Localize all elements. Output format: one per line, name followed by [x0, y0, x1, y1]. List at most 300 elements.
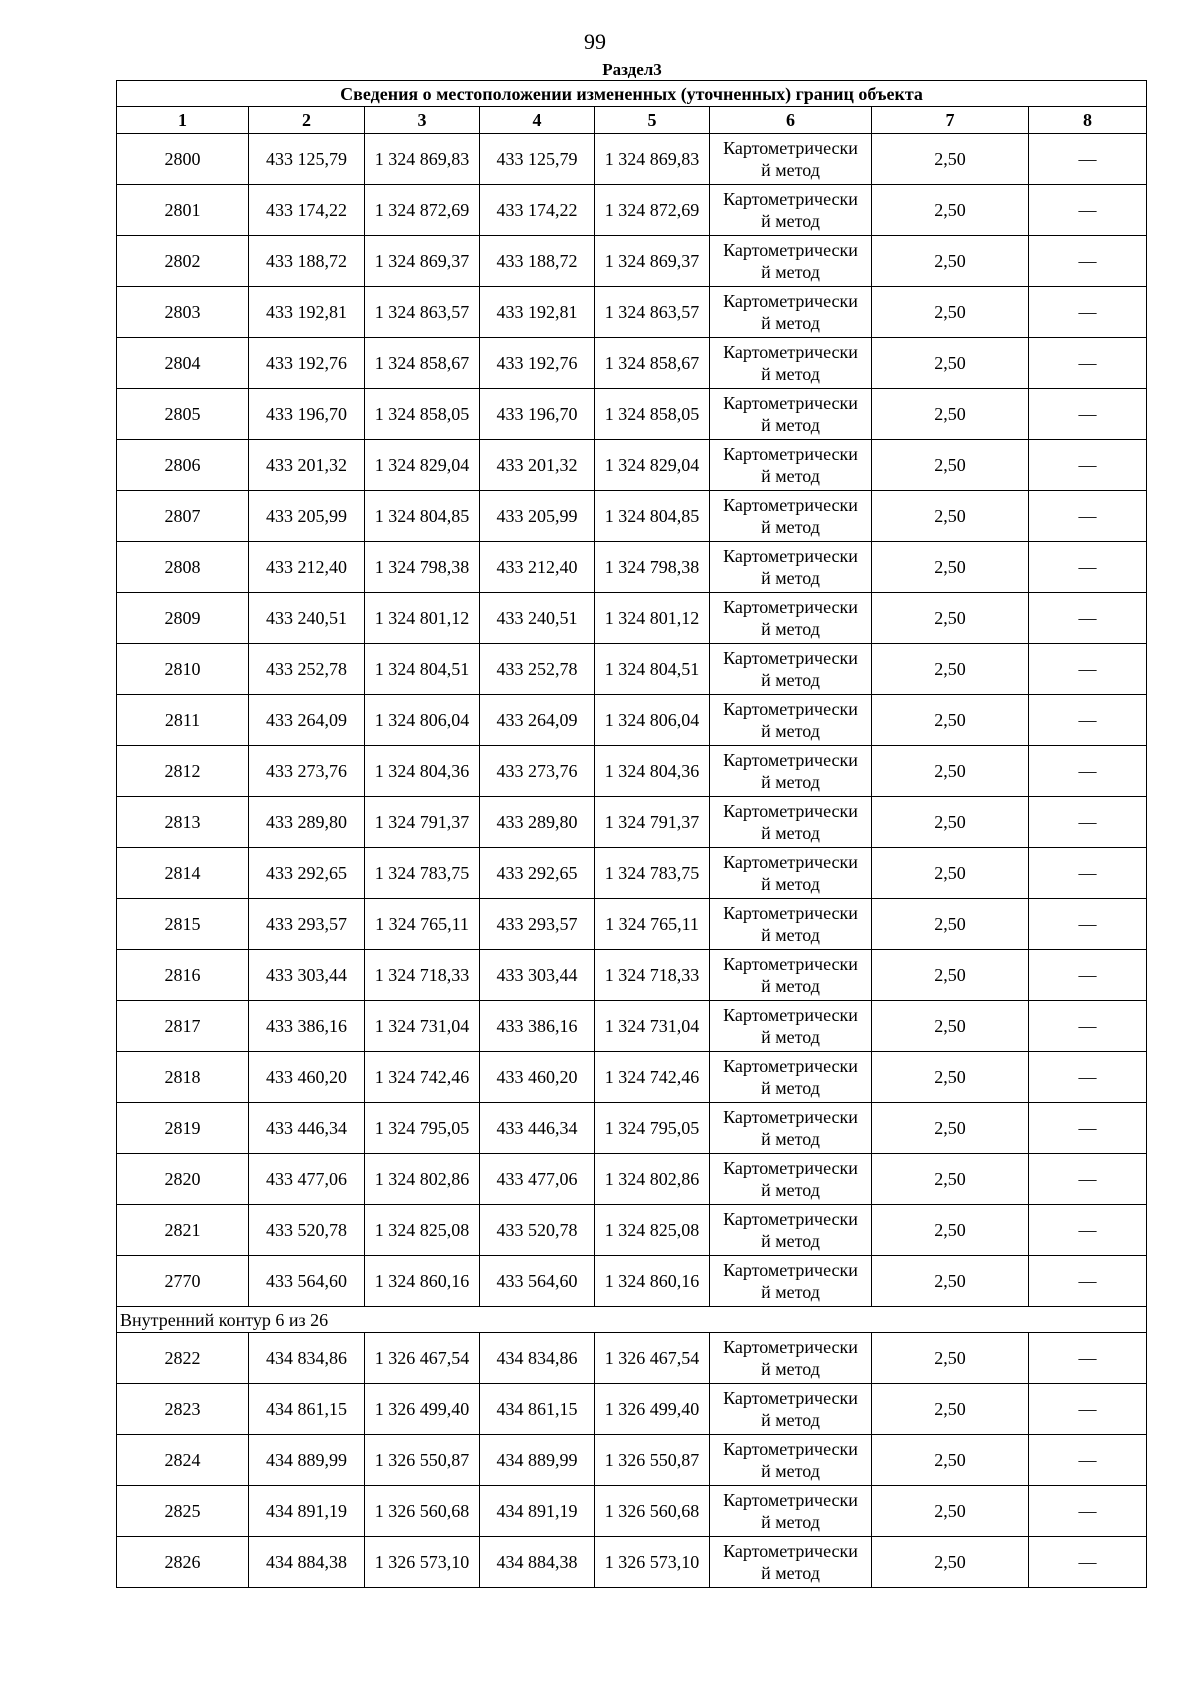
table-row: [117, 1384, 1147, 1435]
note-cell: —: [1029, 1486, 1147, 1537]
point-number-cell: 2825: [117, 1486, 249, 1537]
y-old-cell: 1 324 718,33: [365, 950, 480, 1001]
note-cell: —: [1029, 287, 1147, 338]
x-old-cell: 434 891,19: [249, 1486, 365, 1537]
x-old-cell: 433 192,76: [249, 338, 365, 389]
note-cell: —: [1029, 1256, 1147, 1307]
method-line: Картометрически: [723, 1209, 858, 1229]
method-line: Картометрически: [723, 954, 858, 974]
method-line: Картометрически: [723, 1541, 858, 1561]
note-cell: —: [1029, 644, 1147, 695]
method-cell: [710, 1537, 872, 1588]
method-line: й метод: [761, 1282, 820, 1302]
method-line: й метод: [761, 619, 820, 639]
note-cell: —: [1029, 491, 1147, 542]
table-row: [117, 1205, 1147, 1256]
method-cell: [710, 1052, 872, 1103]
point-number-cell: 2810: [117, 644, 249, 695]
y-old-cell: 1 324 825,08: [365, 1205, 480, 1256]
column-header-row: [117, 107, 1147, 134]
method-cell: [710, 593, 872, 644]
table-row: [117, 644, 1147, 695]
x-new-cell: 433 564,60: [480, 1256, 595, 1307]
note-cell: —: [1029, 1103, 1147, 1154]
column-header: 3: [365, 107, 480, 134]
method-cell: [710, 236, 872, 287]
method-line: Картометрически: [723, 699, 858, 719]
y-old-cell: 1 324 860,16: [365, 1256, 480, 1307]
boundary-table: [116, 80, 1147, 1588]
point-number-cell: 2821: [117, 1205, 249, 1256]
y-old-cell: 1 324 801,12: [365, 593, 480, 644]
method-line: й метод: [761, 874, 820, 894]
x-new-cell: 433 446,34: [480, 1103, 595, 1154]
method-line: Картометрически: [723, 1439, 858, 1459]
y-old-cell: 1 324 791,37: [365, 797, 480, 848]
accuracy-cell: 2,50: [872, 185, 1029, 236]
method-cell: [710, 440, 872, 491]
y-new-cell: 1 324 858,05: [595, 389, 710, 440]
method-line: й метод: [761, 976, 820, 996]
y-new-cell: 1 324 731,04: [595, 1001, 710, 1052]
y-new-cell: 1 326 573,10: [595, 1537, 710, 1588]
x-new-cell: 433 460,20: [480, 1052, 595, 1103]
note-cell: —: [1029, 1001, 1147, 1052]
table-row: [117, 1486, 1147, 1537]
y-old-cell: 1 324 863,57: [365, 287, 480, 338]
method-line: Картометрически: [723, 597, 858, 617]
method-line: й метод: [761, 1359, 820, 1379]
table-row: [117, 542, 1147, 593]
x-old-cell: 433 273,76: [249, 746, 365, 797]
method-line: й метод: [761, 211, 820, 231]
y-old-cell: 1 324 858,67: [365, 338, 480, 389]
y-old-cell: 1 324 804,36: [365, 746, 480, 797]
accuracy-cell: 2,50: [872, 899, 1029, 950]
accuracy-cell: 2,50: [872, 1384, 1029, 1435]
table-row: [117, 338, 1147, 389]
method-cell: [710, 899, 872, 950]
method-line: й метод: [761, 1461, 820, 1481]
method-line: Картометрически: [723, 648, 858, 668]
y-new-cell: 1 324 869,37: [595, 236, 710, 287]
note-cell: —: [1029, 236, 1147, 287]
accuracy-cell: 2,50: [872, 1435, 1029, 1486]
table-row: [117, 950, 1147, 1001]
note-cell: —: [1029, 1435, 1147, 1486]
note-cell: —: [1029, 1537, 1147, 1588]
method-line: й метод: [761, 364, 820, 384]
x-old-cell: 433 446,34: [249, 1103, 365, 1154]
note-cell: —: [1029, 1052, 1147, 1103]
x-new-cell: 434 861,15: [480, 1384, 595, 1435]
column-header: 6: [710, 107, 872, 134]
x-new-cell: 433 196,70: [480, 389, 595, 440]
y-new-cell: 1 324 806,04: [595, 695, 710, 746]
y-old-cell: 1 326 573,10: [365, 1537, 480, 1588]
note-cell: —: [1029, 950, 1147, 1001]
x-old-cell: 433 303,44: [249, 950, 365, 1001]
x-new-cell: 433 174,22: [480, 185, 595, 236]
method-line: й метод: [761, 313, 820, 333]
y-old-cell: 1 324 742,46: [365, 1052, 480, 1103]
accuracy-cell: 2,50: [872, 134, 1029, 185]
point-number-cell: 2808: [117, 542, 249, 593]
y-new-cell: 1 324 795,05: [595, 1103, 710, 1154]
method-cell: [710, 542, 872, 593]
x-new-cell: 433 303,44: [480, 950, 595, 1001]
method-cell: [710, 1384, 872, 1435]
method-line: Картометрически: [723, 495, 858, 515]
x-old-cell: 433 196,70: [249, 389, 365, 440]
table-row: [117, 440, 1147, 491]
x-new-cell: 433 477,06: [480, 1154, 595, 1205]
method-line: й метод: [761, 1512, 820, 1532]
y-old-cell: 1 324 804,51: [365, 644, 480, 695]
method-line: Картометрически: [723, 291, 858, 311]
x-new-cell: 433 205,99: [480, 491, 595, 542]
column-header: 4: [480, 107, 595, 134]
y-new-cell: 1 324 863,57: [595, 287, 710, 338]
x-old-cell: 433 520,78: [249, 1205, 365, 1256]
y-old-cell: 1 324 795,05: [365, 1103, 480, 1154]
table-row: [117, 1333, 1147, 1384]
y-new-cell: 1 324 718,33: [595, 950, 710, 1001]
accuracy-cell: 2,50: [872, 491, 1029, 542]
x-old-cell: 433 386,16: [249, 1001, 365, 1052]
method-cell: [710, 1435, 872, 1486]
method-cell: [710, 185, 872, 236]
x-new-cell: 433 125,79: [480, 134, 595, 185]
y-old-cell: 1 324 806,04: [365, 695, 480, 746]
method-cell: [710, 746, 872, 797]
x-new-cell: 433 273,76: [480, 746, 595, 797]
method-cell: [710, 1333, 872, 1384]
x-old-cell: 433 240,51: [249, 593, 365, 644]
method-line: й метод: [761, 925, 820, 945]
y-old-cell: 1 324 872,69: [365, 185, 480, 236]
x-old-cell: 433 174,22: [249, 185, 365, 236]
method-line: й метод: [761, 823, 820, 843]
table-row: [117, 899, 1147, 950]
method-line: Картометрически: [723, 393, 858, 413]
y-new-cell: 1 324 801,12: [595, 593, 710, 644]
y-new-cell: 1 324 804,36: [595, 746, 710, 797]
accuracy-cell: 2,50: [872, 338, 1029, 389]
method-line: й метод: [761, 262, 820, 282]
note-cell: —: [1029, 134, 1147, 185]
accuracy-cell: 2,50: [872, 1205, 1029, 1256]
point-number-cell: 2800: [117, 134, 249, 185]
method-line: й метод: [761, 568, 820, 588]
method-line: й метод: [761, 160, 820, 180]
x-old-cell: 433 289,80: [249, 797, 365, 848]
table-row: [117, 1435, 1147, 1486]
method-line: й метод: [761, 466, 820, 486]
y-old-cell: 1 326 560,68: [365, 1486, 480, 1537]
table-row: [117, 1103, 1147, 1154]
x-new-cell: 434 834,86: [480, 1333, 595, 1384]
note-cell: —: [1029, 1384, 1147, 1435]
x-new-cell: 433 240,51: [480, 593, 595, 644]
method-line: Картометрически: [723, 240, 858, 260]
x-new-cell: 433 212,40: [480, 542, 595, 593]
x-old-cell: 433 564,60: [249, 1256, 365, 1307]
method-cell: [710, 848, 872, 899]
accuracy-cell: 2,50: [872, 1333, 1029, 1384]
y-new-cell: 1 326 467,54: [595, 1333, 710, 1384]
method-line: Картометрически: [723, 138, 858, 158]
x-old-cell: 433 460,20: [249, 1052, 365, 1103]
y-new-cell: 1 324 825,08: [595, 1205, 710, 1256]
table-row: [117, 491, 1147, 542]
point-number-cell: 2815: [117, 899, 249, 950]
table-row: [117, 236, 1147, 287]
note-cell: —: [1029, 338, 1147, 389]
method-cell: [710, 338, 872, 389]
x-new-cell: 433 252,78: [480, 644, 595, 695]
point-number-cell: 2813: [117, 797, 249, 848]
y-new-cell: 1 324 872,69: [595, 185, 710, 236]
accuracy-cell: 2,50: [872, 287, 1029, 338]
method-cell: [710, 134, 872, 185]
x-new-cell: 434 889,99: [480, 1435, 595, 1486]
x-old-cell: 434 889,99: [249, 1435, 365, 1486]
method-cell: [710, 797, 872, 848]
point-number-cell: 2809: [117, 593, 249, 644]
method-cell: [710, 1103, 872, 1154]
table-row: [117, 134, 1147, 185]
y-old-cell: 1 326 550,87: [365, 1435, 480, 1486]
point-number-cell: 2805: [117, 389, 249, 440]
note-cell: —: [1029, 797, 1147, 848]
method-line: Картометрически: [723, 1337, 858, 1357]
table-row: [117, 695, 1147, 746]
x-old-cell: 433 264,09: [249, 695, 365, 746]
method-line: й метод: [761, 1410, 820, 1430]
method-line: Картометрически: [723, 1005, 858, 1025]
method-line: Картометрически: [723, 1056, 858, 1076]
accuracy-cell: 2,50: [872, 950, 1029, 1001]
accuracy-cell: 2,50: [872, 695, 1029, 746]
method-line: й метод: [761, 1078, 820, 1098]
x-new-cell: 434 891,19: [480, 1486, 595, 1537]
method-cell: [710, 287, 872, 338]
point-number-cell: 2820: [117, 1154, 249, 1205]
accuracy-cell: 2,50: [872, 593, 1029, 644]
method-cell: [710, 1205, 872, 1256]
x-old-cell: 433 477,06: [249, 1154, 365, 1205]
table-row: [117, 185, 1147, 236]
method-line: й метод: [761, 1231, 820, 1251]
x-new-cell: 433 386,16: [480, 1001, 595, 1052]
y-old-cell: 1 324 858,05: [365, 389, 480, 440]
point-number-cell: 2824: [117, 1435, 249, 1486]
method-line: й метод: [761, 1180, 820, 1200]
y-new-cell: 1 326 560,68: [595, 1486, 710, 1537]
y-old-cell: 1 324 798,38: [365, 542, 480, 593]
y-old-cell: 1 324 804,85: [365, 491, 480, 542]
y-new-cell: 1 326 550,87: [595, 1435, 710, 1486]
x-new-cell: 434 884,38: [480, 1537, 595, 1588]
y-new-cell: 1 324 791,37: [595, 797, 710, 848]
method-line: Картометрически: [723, 189, 858, 209]
method-line: Картометрически: [723, 801, 858, 821]
method-cell: [710, 1256, 872, 1307]
point-number-cell: 2818: [117, 1052, 249, 1103]
method-cell: [710, 695, 872, 746]
page-number: 99: [584, 29, 606, 54]
point-number-cell: 2816: [117, 950, 249, 1001]
y-old-cell: 1 326 467,54: [365, 1333, 480, 1384]
method-line: Картометрически: [723, 1158, 858, 1178]
method-line: й метод: [761, 1027, 820, 1047]
y-old-cell: 1 324 869,37: [365, 236, 480, 287]
table-row: [117, 848, 1147, 899]
method-line: й метод: [761, 772, 820, 792]
x-new-cell: 433 192,81: [480, 287, 595, 338]
x-new-cell: 433 264,09: [480, 695, 595, 746]
method-cell: [710, 491, 872, 542]
x-old-cell: 434 884,38: [249, 1537, 365, 1588]
table-row: [117, 1256, 1147, 1307]
y-new-cell: 1 324 783,75: [595, 848, 710, 899]
section-title: Раздел3: [602, 60, 662, 79]
table-row: [117, 1154, 1147, 1205]
note-cell: —: [1029, 593, 1147, 644]
y-new-cell: 1 326 499,40: [595, 1384, 710, 1435]
method-line: Картометрически: [723, 546, 858, 566]
accuracy-cell: 2,50: [872, 542, 1029, 593]
table-row: [117, 746, 1147, 797]
method-line: й метод: [761, 721, 820, 741]
method-cell: [710, 1001, 872, 1052]
method-line: й метод: [761, 517, 820, 537]
point-number-cell: 2802: [117, 236, 249, 287]
y-old-cell: 1 324 869,83: [365, 134, 480, 185]
x-old-cell: 433 205,99: [249, 491, 365, 542]
method-line: Картометрически: [723, 852, 858, 872]
point-number-cell: 2826: [117, 1537, 249, 1588]
x-new-cell: 433 188,72: [480, 236, 595, 287]
point-number-cell: 2807: [117, 491, 249, 542]
x-old-cell: 433 252,78: [249, 644, 365, 695]
table-row: [117, 1001, 1147, 1052]
x-old-cell: 433 188,72: [249, 236, 365, 287]
x-old-cell: 433 125,79: [249, 134, 365, 185]
column-header: 1: [117, 107, 249, 134]
point-number-cell: 2823: [117, 1384, 249, 1435]
note-cell: —: [1029, 542, 1147, 593]
table-row: [117, 389, 1147, 440]
note-cell: —: [1029, 899, 1147, 950]
method-line: Картометрически: [723, 750, 858, 770]
accuracy-cell: 2,50: [872, 1103, 1029, 1154]
accuracy-cell: 2,50: [872, 1001, 1029, 1052]
column-header: 5: [595, 107, 710, 134]
x-new-cell: 433 201,32: [480, 440, 595, 491]
x-old-cell: 433 192,81: [249, 287, 365, 338]
column-header: 2: [249, 107, 365, 134]
accuracy-cell: 2,50: [872, 440, 1029, 491]
y-old-cell: 1 324 731,04: [365, 1001, 480, 1052]
table-row: [117, 1052, 1147, 1103]
x-old-cell: 433 212,40: [249, 542, 365, 593]
point-number-cell: 2814: [117, 848, 249, 899]
x-old-cell: 433 201,32: [249, 440, 365, 491]
contour-row: [117, 1307, 1147, 1333]
accuracy-cell: 2,50: [872, 644, 1029, 695]
method-line: й метод: [761, 670, 820, 690]
y-old-cell: 1 324 765,11: [365, 899, 480, 950]
note-cell: —: [1029, 848, 1147, 899]
point-number-cell: 2822: [117, 1333, 249, 1384]
method-cell: [710, 1486, 872, 1537]
y-new-cell: 1 324 765,11: [595, 899, 710, 950]
accuracy-cell: 2,50: [872, 746, 1029, 797]
y-new-cell: 1 324 804,85: [595, 491, 710, 542]
x-old-cell: 434 861,15: [249, 1384, 365, 1435]
point-number-cell: 2812: [117, 746, 249, 797]
y-old-cell: 1 324 829,04: [365, 440, 480, 491]
note-cell: —: [1029, 1205, 1147, 1256]
y-new-cell: 1 324 858,67: [595, 338, 710, 389]
method-line: Картометрически: [723, 1260, 858, 1280]
y-new-cell: 1 324 802,86: [595, 1154, 710, 1205]
y-new-cell: 1 324 804,51: [595, 644, 710, 695]
note-cell: —: [1029, 746, 1147, 797]
method-line: Картометрически: [723, 342, 858, 362]
method-line: й метод: [761, 415, 820, 435]
x-old-cell: 434 834,86: [249, 1333, 365, 1384]
note-cell: —: [1029, 389, 1147, 440]
column-header: 8: [1029, 107, 1147, 134]
accuracy-cell: 2,50: [872, 1256, 1029, 1307]
table-row: [117, 1537, 1147, 1588]
column-header: 7: [872, 107, 1029, 134]
note-cell: —: [1029, 440, 1147, 491]
x-new-cell: 433 520,78: [480, 1205, 595, 1256]
note-cell: —: [1029, 695, 1147, 746]
accuracy-cell: 2,50: [872, 236, 1029, 287]
note-cell: —: [1029, 1333, 1147, 1384]
x-new-cell: 433 289,80: [480, 797, 595, 848]
accuracy-cell: 2,50: [872, 848, 1029, 899]
note-cell: —: [1029, 1154, 1147, 1205]
contour-label: Внутренний контур 6 из 26: [117, 1307, 1147, 1333]
y-new-cell: 1 324 742,46: [595, 1052, 710, 1103]
y-old-cell: 1 324 802,86: [365, 1154, 480, 1205]
method-cell: [710, 389, 872, 440]
accuracy-cell: 2,50: [872, 389, 1029, 440]
method-line: й метод: [761, 1129, 820, 1149]
table-row: [117, 287, 1147, 338]
accuracy-cell: 2,50: [872, 797, 1029, 848]
x-old-cell: 433 293,57: [249, 899, 365, 950]
method-line: Картометрически: [723, 444, 858, 464]
point-number-cell: 2770: [117, 1256, 249, 1307]
point-number-cell: 2804: [117, 338, 249, 389]
y-old-cell: 1 326 499,40: [365, 1384, 480, 1435]
table-row: [117, 797, 1147, 848]
note-cell: —: [1029, 185, 1147, 236]
y-new-cell: 1 324 860,16: [595, 1256, 710, 1307]
accuracy-cell: 2,50: [872, 1486, 1029, 1537]
point-number-cell: 2803: [117, 287, 249, 338]
method-line: Картометрически: [723, 1490, 858, 1510]
y-new-cell: 1 324 869,83: [595, 134, 710, 185]
accuracy-cell: 2,50: [872, 1537, 1029, 1588]
